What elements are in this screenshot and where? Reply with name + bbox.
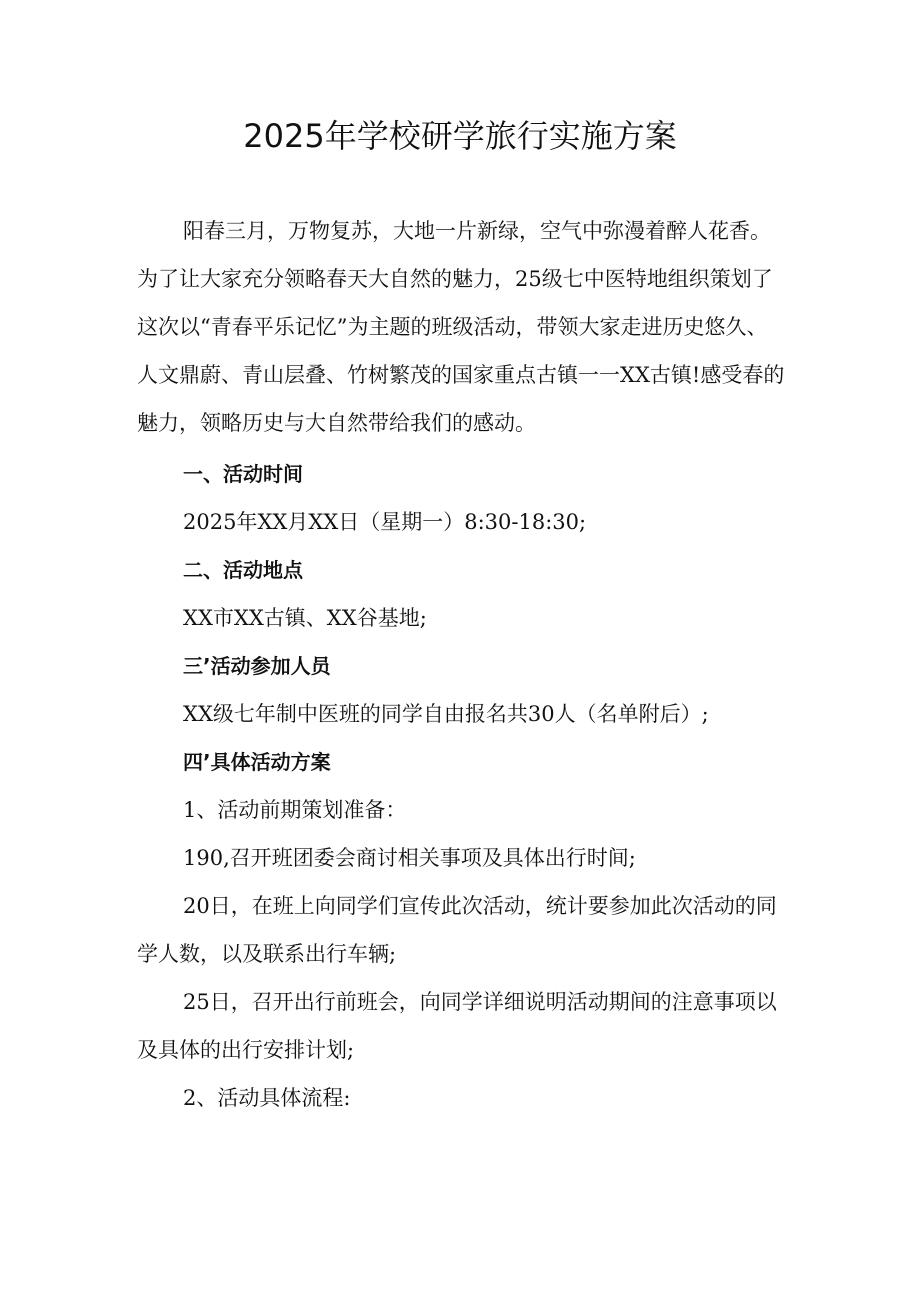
section-heading-people: 三’活动参加人员 <box>183 654 331 678</box>
intro-line-3: 这次以“青春平乐记忆”为主题的班级活动，带领大家走进历史悠久、 <box>137 315 768 339</box>
section-heading-time: 一、活动时间 <box>183 462 303 486</box>
section-text-time: 2025年XX月XX日（星期一）8:30-18:30; <box>183 510 587 534</box>
section-text-place: XX市XX古镇、XX谷基地; <box>183 606 427 630</box>
intro-line-4: 人文鼎蔚、青山层叠、竹树繁茂的国家重点古镇一一XX古镇!感受春的 <box>137 363 785 387</box>
plan-prep-title: 1、活动前期策划准备： <box>183 798 407 822</box>
intro-line-5: 魅力，领略历史与大自然带给我们的感动。 <box>137 411 536 435</box>
plan-item-25-line1: 25日，召开出行前班会，向同学详细说明活动期间的注意事项以 <box>183 990 777 1014</box>
intro-line-1: 阳春三月，万物复苏，大地一片新绿，空气中弥漫着醉人花香。 <box>183 219 771 243</box>
page-title: 2025年学校研学旅行实施方案 <box>243 117 677 155</box>
plan-flow-title: 2、活动具体流程: <box>183 1086 351 1110</box>
plan-item-25-line2: 及具体的出行安排计划; <box>137 1038 355 1062</box>
plan-item-20-line2: 学人数，以及联系出行车辆; <box>137 942 397 966</box>
section-text-people: XX级七年制中医班的同学自由报名共30人（名单附后）; <box>183 702 709 726</box>
section-heading-plan: 四’具体活动方案 <box>183 750 331 774</box>
plan-item-19: 190,召开班团委会商讨相关事项及具体出行时间; <box>183 846 636 870</box>
section-heading-place: 二、活动地点 <box>183 558 303 582</box>
intro-line-2: 为了让大家充分领略春天大自然的魅力，25级七中医特地组织策划了 <box>137 267 773 291</box>
plan-item-20-line1: 20日，在班上向同学们宣传此次活动，统计要参加此次活动的同 <box>183 894 777 918</box>
